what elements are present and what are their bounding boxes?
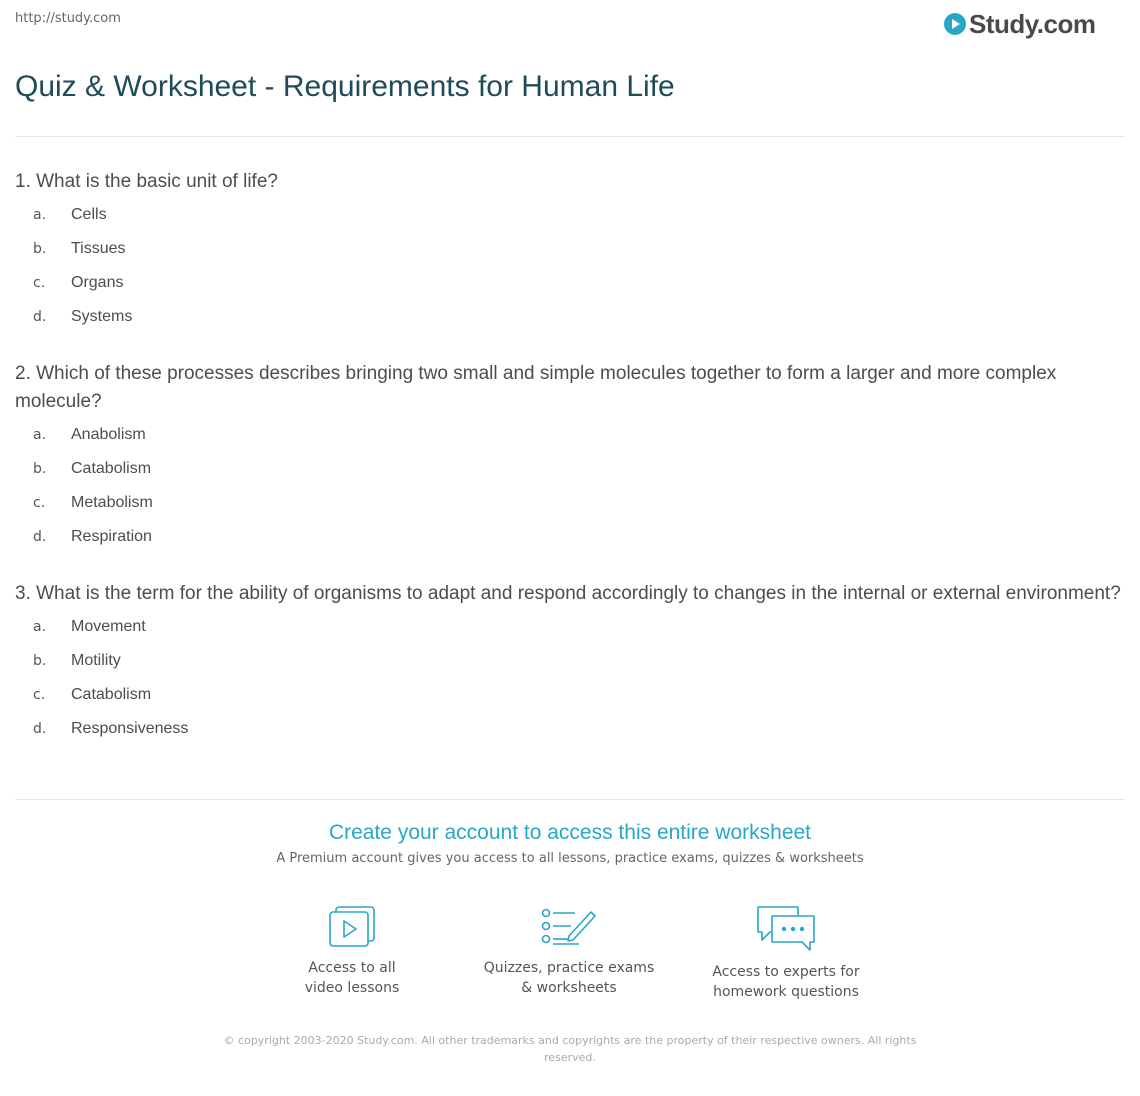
choice-item[interactable] <box>15 452 1125 486</box>
choice-text: Motility <box>71 652 121 669</box>
cta-title-link[interactable]: Create your account to access this entire worksheet <box>328 821 812 844</box>
choice-list <box>15 610 1125 746</box>
title-divider <box>15 136 1125 137</box>
choice-item[interactable] <box>15 678 1125 712</box>
choice-letter: c. <box>33 687 46 703</box>
choice-item[interactable] <box>15 198 1125 232</box>
choice-text: Anabolism <box>71 426 146 443</box>
choice-letter: b. <box>33 653 47 669</box>
choice-text: Responsiveness <box>71 720 189 737</box>
choice-letter: d. <box>33 529 47 545</box>
question-text: 2. Which of these processes describes bringing two small and simple molecules together to form a larger and more complex molecule? <box>15 363 1057 412</box>
choice-item[interactable] <box>15 266 1125 300</box>
choice-text: Movement <box>71 618 146 635</box>
questions-divider <box>15 799 1125 800</box>
chat-experts-icon <box>754 904 818 952</box>
choice-item[interactable] <box>15 486 1125 520</box>
question-1 <box>15 168 1125 334</box>
feature-list <box>0 904 1140 1004</box>
video-lessons-icon <box>326 904 378 948</box>
page-title: Quiz & Worksheet - Requirements for Human Life <box>15 70 675 103</box>
question-3 <box>15 580 1125 746</box>
choice-text: Respiration <box>71 528 152 545</box>
choice-letter: c. <box>33 495 46 511</box>
feature-label: Access to experts for homework questions <box>712 964 860 1000</box>
feature-label: Quizzes, practice exams & worksheets <box>483 960 655 996</box>
logo-text: Study.com <box>969 8 1096 39</box>
quiz-checklist-icon <box>539 904 599 948</box>
choice-item[interactable] <box>15 418 1125 452</box>
play-logo-icon <box>944 13 966 35</box>
choice-letter: d. <box>33 309 47 325</box>
signup-cta <box>0 821 1140 866</box>
choice-letter: a. <box>33 619 47 635</box>
study-logo[interactable] <box>944 8 1095 40</box>
choice-text: Tissues <box>71 240 126 257</box>
choice-letter: b. <box>33 241 47 257</box>
choice-text: Cells <box>71 206 107 223</box>
choice-item[interactable] <box>15 712 1125 746</box>
feature-quizzes <box>479 904 659 998</box>
choice-item[interactable] <box>15 644 1125 678</box>
feature-experts <box>696 904 876 1002</box>
question-2 <box>15 360 1125 554</box>
choice-letter: a. <box>33 207 47 223</box>
feature-video-lessons <box>262 904 442 998</box>
choice-letter: a. <box>33 427 47 443</box>
choice-list <box>15 418 1125 554</box>
cta-subtitle: A Premium account gives you access to all lessons, practice exams, quizzes & worksheets <box>276 851 864 866</box>
choice-item[interactable] <box>15 610 1125 644</box>
choice-letter: c. <box>33 275 46 291</box>
choice-item[interactable] <box>15 300 1125 334</box>
choice-text: Catabolism <box>71 460 152 477</box>
choice-item[interactable] <box>15 232 1125 266</box>
choice-item[interactable] <box>15 520 1125 554</box>
question-text: 3. What is the term for the ability of organisms to adapt and respond accordingly to changes in the internal or external environment? <box>15 583 1121 604</box>
choice-letter: d. <box>33 721 47 737</box>
site-url[interactable]: http://study.com <box>15 11 121 26</box>
question-text: 1. What is the basic unit of life? <box>15 171 278 192</box>
choice-text: Systems <box>71 308 133 325</box>
choice-list <box>15 198 1125 334</box>
feature-label: Access to all video lessons <box>304 960 400 996</box>
choice-letter: b. <box>33 461 47 477</box>
choice-text: Metabolism <box>71 494 153 511</box>
choice-text: Catabolism <box>71 686 152 703</box>
choice-text: Organs <box>71 274 124 291</box>
copyright-notice: © copyright 2003-2020 Study.com. All other trademarks and copyrights are the property of their respective owners. All rights reserved. <box>223 1034 917 1064</box>
